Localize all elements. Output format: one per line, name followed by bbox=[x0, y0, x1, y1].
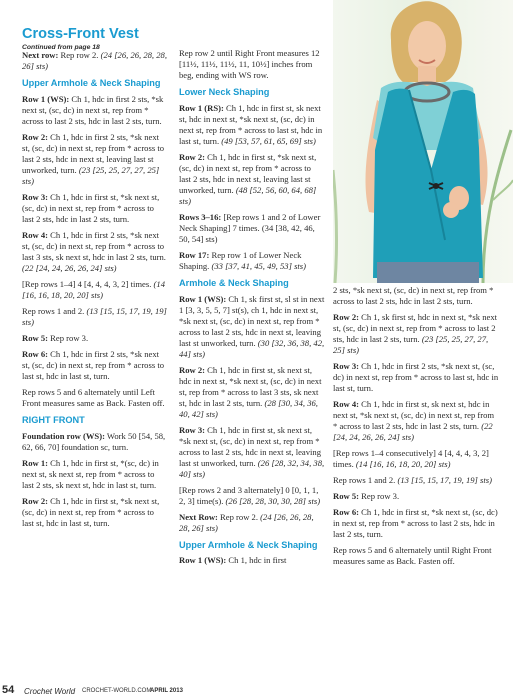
lower-neck-row-17: Row 17: Rep row 1 of Lower Neck Shaping. (33 [37, 41, 45, 49, 53] sts) bbox=[179, 249, 307, 271]
instruction-row-1: Row 1 (WS): Ch 1, hdc in first 2 sts, *sk next st, (sc, dc) in next st, rep from * across to last 2 sts, hdc in last 2 sts, turn. bbox=[22, 93, 164, 126]
col3-final-instruction: Rep rows 5 and 6 alternately until Right Front measures same as Back. Fasten off. bbox=[333, 545, 492, 566]
section-heading-armhole-neck: Armhole & Neck Shaping bbox=[179, 277, 289, 288]
right-front-row-2: Row 2: Ch 1, hdc in first st, *sk next st, (sc, dc) in next st, rep from * across to last st, hdc in last st, turn. bbox=[22, 495, 160, 528]
page-number: 54 bbox=[2, 684, 15, 696]
armhole-row-3: Row 3: Ch 1, hdc in first st, sk next st, *sk next st, (sc, dc) in next st, rep from * across to last 2 sts, hdc in next st, leaving last st unworked, turn. (26 [28, 32, 34, 38, 40] sts) bbox=[179, 424, 325, 479]
continued-note: Continued from page 18 bbox=[22, 44, 100, 51]
instruction-row-3: Row 3: Ch 1, hdc in first st, *sk next st, (sc, dc) in next st, rep from * across to last 2 sts, hdc in last 2 sts, turn. bbox=[22, 191, 160, 224]
lower-neck-row-2: Row 2: Ch 1, hdc in first st, *sk next st, (sc, dc) in next st, rep from * across to last 2 sts, hdc in next st, leaving last st unworked, turn. (48 [52, 56, 60, 64, 68] sts) bbox=[179, 151, 317, 206]
repeat-instruction-2: Rep rows 1 and 2. (13 [15, 15, 17, 19, 19] sts) bbox=[22, 305, 167, 327]
instruction-row-6: Row 6: Ch 1, hdc in first 2 sts, *sk next st, (sc, dc) in next st, rep from * across to last st, hdc in last st, turn. bbox=[22, 348, 165, 381]
rep-row-paragraph: Rep row 2 until Right Front measures 12 [11½, 11½, 11½, 11, 10½] inches from beg, ending with WS row. bbox=[179, 48, 320, 80]
next-row-paragraph: Next row: Rep row 2. (24 [26, 26, 28, 28, 26] sts) bbox=[22, 50, 167, 71]
section-heading-right-front: RIGHT FRONT bbox=[22, 414, 85, 425]
lower-neck-rows-3-16: Rows 3–16: [Rep rows 1 and 2 of Lower Neck Shaping] 7 times. (34 [38, 42, 46, 50, 54] sts) bbox=[179, 211, 321, 244]
column-1 bbox=[22, 50, 168, 534]
issue-date: APRIL 2013 bbox=[150, 688, 183, 694]
armhole-row-1: Row 1 (WS): Ch 1, sk first st, sl st in next 1 [3, 3, 5, 5, 7] st(s), ch 1, hdc in next st, *sk next st, (sc, dc) in next st, rep from * across to last 2 sts, hdc in next st, leaving last st unworked, turn. (30 [32, 36, 38, 42, 44] sts) bbox=[179, 293, 325, 359]
section-heading-upper-armhole: Upper Armhole & Neck Shaping bbox=[22, 78, 161, 88]
col3-row-2: Row 2: Ch 1, sk first st, hdc in next st, *sk next st, (sc, dc) in next st, rep from * across to last 2 sts, hdc in last 2 sts, turn. (23 [25, 25, 27, 27, 25] sts) bbox=[333, 312, 498, 355]
col3-row-4: Row 4: Ch 1, hdc in first st, sk next st, hdc in next st, *sk next st, (sc, dc) in next st, rep from * across to last 2 sts, hdc in last 2 sts, turn. (22 [24, 24, 26, 26, 24] sts) bbox=[333, 399, 495, 442]
repeat-instruction-3: Rep rows 5 and 6 alternately until Left Front measures same as Back. Fasten off. bbox=[22, 386, 165, 408]
magazine-name: Crochet World bbox=[24, 687, 76, 696]
page-title: Cross-Front Vest bbox=[22, 26, 139, 42]
col3-repeat-1: [Rep rows 1–4 consecutively] 4 [4, 4, 4, 3, 2] times. (14 [16, 16, 18, 20, 20] sts) bbox=[333, 448, 489, 469]
col3-repeat-2: Rep rows 1 and 2. (13 [15, 15, 17, 19, 19] sts) bbox=[333, 475, 492, 485]
vest-photo bbox=[333, 0, 513, 283]
right-front-row-1: Row 1: Ch 1, hdc in first st, *(sc, dc) in next st, sk next st, rep from * across to last 2 sts, sk next st, hdc in last st, turn. bbox=[22, 457, 159, 490]
repeat-instruction-1: [Rep rows 1–4] 4 [4, 4, 4, 3, 2] times. (14 [16, 16, 18, 20, 20] sts) bbox=[22, 278, 165, 300]
model-illustration bbox=[333, 0, 513, 283]
col3-row-6: Row 6: Ch 1, hdc in first st, *sk next st, (sc, dc) in next st, rep from * across to last 2 sts, hdc in last 2 sts, turn. bbox=[333, 507, 498, 539]
column-2 bbox=[179, 48, 325, 571]
section-heading-upper-armhole-2: Upper Armhole & Neck Shaping bbox=[179, 539, 318, 550]
armhole-row-2: Row 2: Ch 1, hdc in first st, sk next st, hdc in next st, *sk next st, (sc, dc) in next st, rep from * across to last 3 sts, sk next st, hdc in last 2 sts, turn. (28 [30, 34, 36, 40, 42] sts) bbox=[179, 364, 322, 419]
col3-row-5: Row 5: Rep row 3. bbox=[333, 491, 400, 501]
lower-neck-row-1: Row 1 (RS): Ch 1, hdc in first st, sk next st, hdc in next st, *sk next st, (sc, dc) in next st, rep from * across to last st, hdc in last st, turn. (49 [53, 57, 61, 65, 69] sts) bbox=[179, 102, 323, 146]
column-3 bbox=[333, 285, 499, 572]
continued-row-paragraph: 2 sts, *sk next st, (sc, dc) in next st, rep from * across to last 2 sts, hdc in last 2 sts, turn. bbox=[333, 285, 494, 306]
foundation-row: Foundation row (WS): Work 50 [54, 58, 62, 66, 70] foundation sc, turn. bbox=[22, 430, 166, 452]
website-link[interactable]: CROCHET-WORLD.COM bbox=[82, 688, 152, 694]
armhole-repeat: [Rep rows 2 and 3 alternately] 0 [0, 1, 1, 2, 3] time(s). (26 [28, 28, 30, 30, 28] sts) bbox=[179, 484, 321, 506]
section-heading-lower-neck: Lower Neck Shaping bbox=[179, 87, 270, 97]
instruction-row-2: Row 2: Ch 1, hdc in first 2 sts, *sk next st, (sc, dc) in next st, rep from * across to last 2 sts, hdc in next st, leaving last st unworked, turn. (23 [25, 25, 27, 27, 25] sts) bbox=[22, 131, 165, 186]
instruction-row-4: Row 4: Ch 1, hdc in first 2 sts, *sk next st, (sc, dc) in next st, rep from * across to last 3 sts, sk next st, hdc in last 2 sts, turn. (22 [24, 24, 26, 26, 24] sts) bbox=[22, 229, 166, 273]
page-footer bbox=[0, 686, 513, 700]
col3-row-3: Row 3: Ch 1, hdc in first 2 sts, *sk next st, (sc, dc) in next st, rep from * across to last st, hdc in last st, turn. bbox=[333, 361, 499, 393]
armhole-next-row: Next Row: Rep row 2. (24 [26, 26, 28, 28, 26] sts) bbox=[179, 511, 314, 533]
instruction-row-5: Row 5: Rep row 3. bbox=[22, 332, 89, 343]
upper-armhole-row-1: Row 1 (WS): Ch 1, hdc in first bbox=[179, 555, 287, 566]
